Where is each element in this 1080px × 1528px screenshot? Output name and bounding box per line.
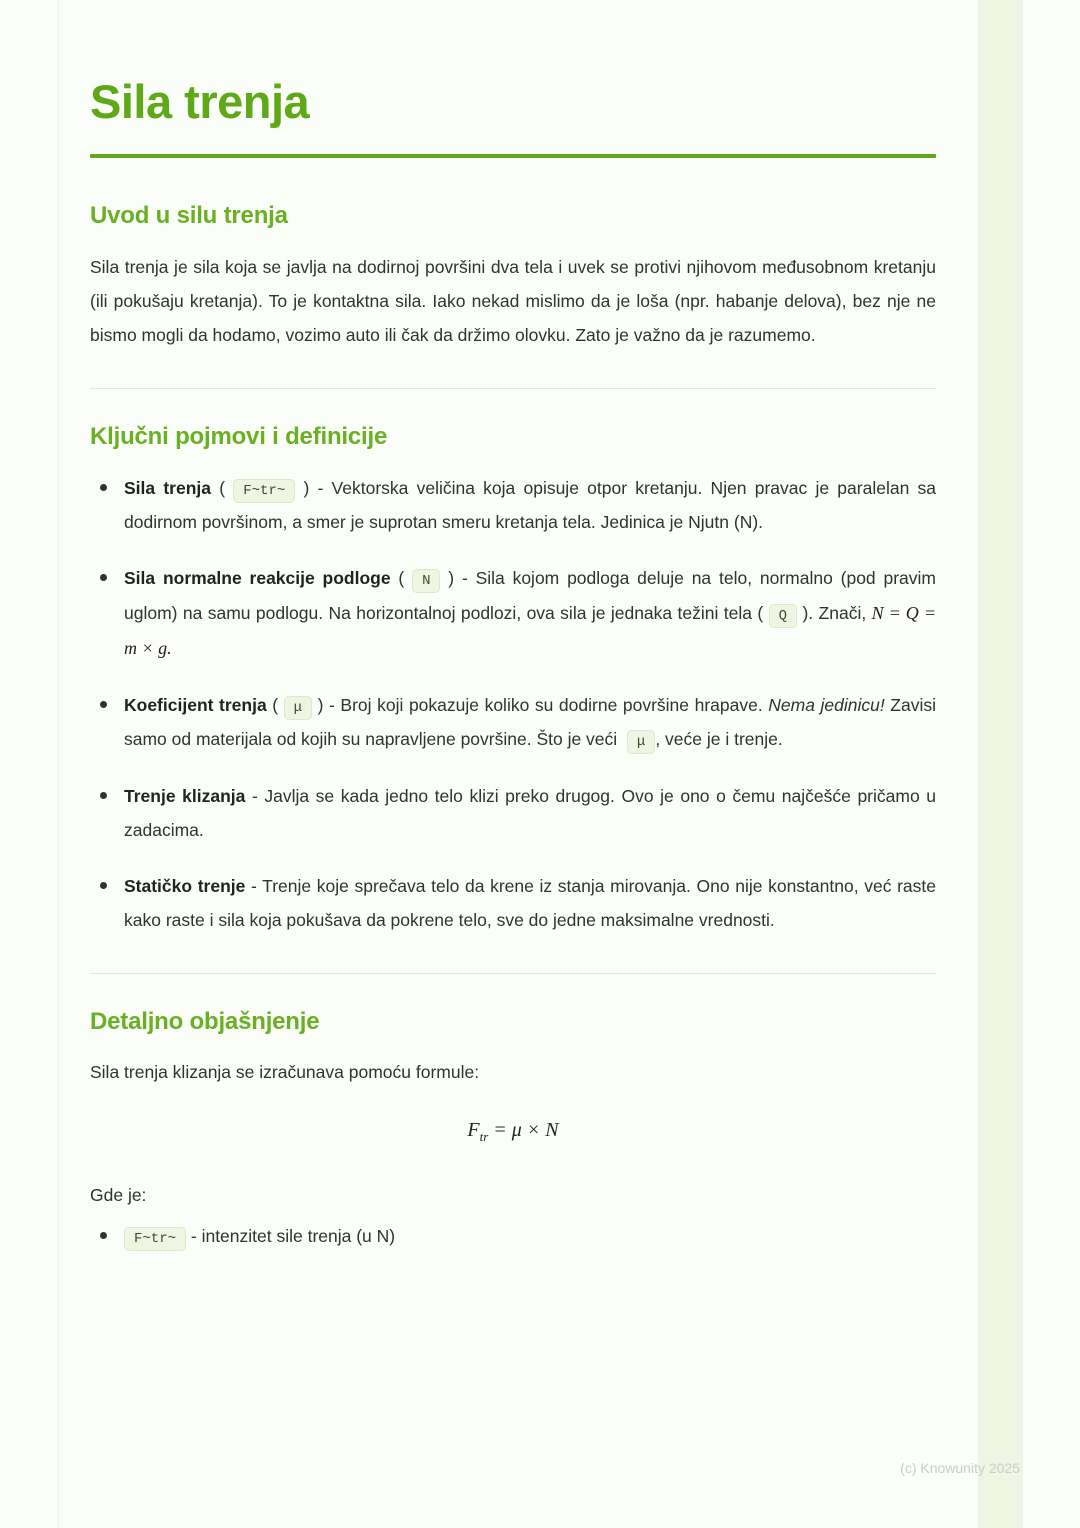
explanation-intro: Sila trenja klizanja se izračunava pomoću formule:: [90, 1062, 480, 1083]
code-chip: Q: [769, 604, 797, 628]
list-item: Sila trenja ( F~tr~ ) - Vektorska veličina koja opisuje otpor kretanju. Njen pravac je paralelan sa dodirnom površinom, a smer je suprotan smeru kretanja tela. Jedinica je Njutn (N).: [90, 471, 936, 539]
term-text-cont: ). Znači,: [802, 602, 872, 623]
margin-guide-right: [1022, 0, 1023, 1528]
title-underline: [90, 154, 936, 158]
document-content: [90, 76, 936, 1275]
term-text: ) - Vektorska veličina koja opisuje otpor kretanju. Njen pravac je paralelan sa dodirnom površinom, a smer je suprotan smeru kretanja tela. Jedinica je Njutn (N).: [124, 478, 936, 533]
term-label: Koeficijent trenja: [124, 694, 267, 715]
term-text: - Javlja se kada jedno telo klizi preko drugog. Ovo je ono o čemu najčešće pričamo u zadacima.: [124, 785, 936, 840]
page-side-strip: [978, 0, 1022, 1528]
section-heading-terms: Ključni pojmovi i definicije: [90, 423, 388, 451]
term-label: Trenje klizanja: [124, 785, 246, 806]
code-chip: F~tr~: [124, 1227, 186, 1251]
list-item: [90, 869, 936, 937]
where-item-text: - intenzitet sile trenja (u N): [186, 1225, 396, 1246]
where-list: [90, 1219, 936, 1253]
term-text-cont: Zavisi samo od materijala od kojih su napravljene površine. Što je veći: [124, 694, 937, 750]
formula-rest: = μ × N: [488, 1119, 559, 1142]
intro-paragraph: Sila trenja je sila koja se javlja na dodirnoj površini dva tela i uvek se protivi njihovom međusobnom kretanju (ili pokušaju kretanja). To je kontaktna sila. Iako nekad mislimo da je loša (npr. habanje delova), bez nje ne bismo mogli da hodamo, vozimo auto ili čak da držimo olovku. Zato je važno da je razumemo.: [90, 256, 936, 345]
formula-symbol: F: [467, 1119, 480, 1142]
where-label: Gde je:: [90, 1185, 147, 1206]
term-emphasis: Nema jedinicu!: [768, 694, 885, 715]
code-chip: μ: [627, 730, 655, 754]
list-item: Koeficijent trenja ( μ ) - Broj koji pokazuje koliko su dodirne površine hrapave. Nema jedinicu! Zavisi samo od materijala od kojih su napravljene površine. Što je veći μ , veće je i trenje.: [90, 688, 936, 757]
list-item: [90, 1219, 936, 1253]
term-text-end: , veće je i trenje.: [655, 729, 783, 750]
list-item: Sila normalne reakcije podloge ( N ) - Sila kojom podloga deluje na telo, normalno (pod pravim uglom) na samu podlogu. Na horizontalnoj podlozi, ova sila je jednaka težini tela ( Q ). Znači, N = Q = m × g.: [90, 561, 936, 665]
section-heading-explanation: Detaljno objašnjenje: [90, 1008, 320, 1036]
term-label: Sila normalne reakcije podloge: [124, 568, 391, 589]
term-text: - Trenje koje sprečava telo da krene iz stanja mirovanja. Ono nije konstantno, već raste kako raste i sila koja pokušava da pokrene telo, sve do jedne maksimalne vrednosti.: [124, 875, 936, 930]
inline-formula: N = Q = m × g.: [124, 602, 936, 658]
term-text: ) - Broj koji pokazuje koliko su dodirne površine hrapave.: [317, 694, 769, 715]
section-divider-2: [90, 973, 936, 974]
margin-guide-left: [58, 0, 59, 1528]
formula-subscript: tr: [479, 1129, 489, 1145]
term-text: ) - Sila kojom podloga deluje na telo, normalno (pod pravim uglom) na samu podlogu. Na horizontalnoj podlozi, ova sila je jednaka težini tela (: [124, 568, 936, 623]
term-label: Statičko trenje: [124, 875, 246, 896]
code-chip: μ: [284, 696, 312, 720]
main-formula: [90, 1119, 936, 1145]
page-title: Sila trenja: [90, 75, 310, 128]
section-divider-1: [90, 388, 936, 389]
list-item: [90, 779, 936, 847]
section-heading-intro: Uvod u silu trenja: [90, 201, 288, 229]
code-chip: F~tr~: [233, 479, 295, 503]
term-label: Sila trenja: [124, 478, 211, 499]
watermark: (c) Knowunity 2025: [900, 1460, 1020, 1476]
terms-list: [90, 471, 936, 937]
code-chip: N: [412, 569, 440, 593]
